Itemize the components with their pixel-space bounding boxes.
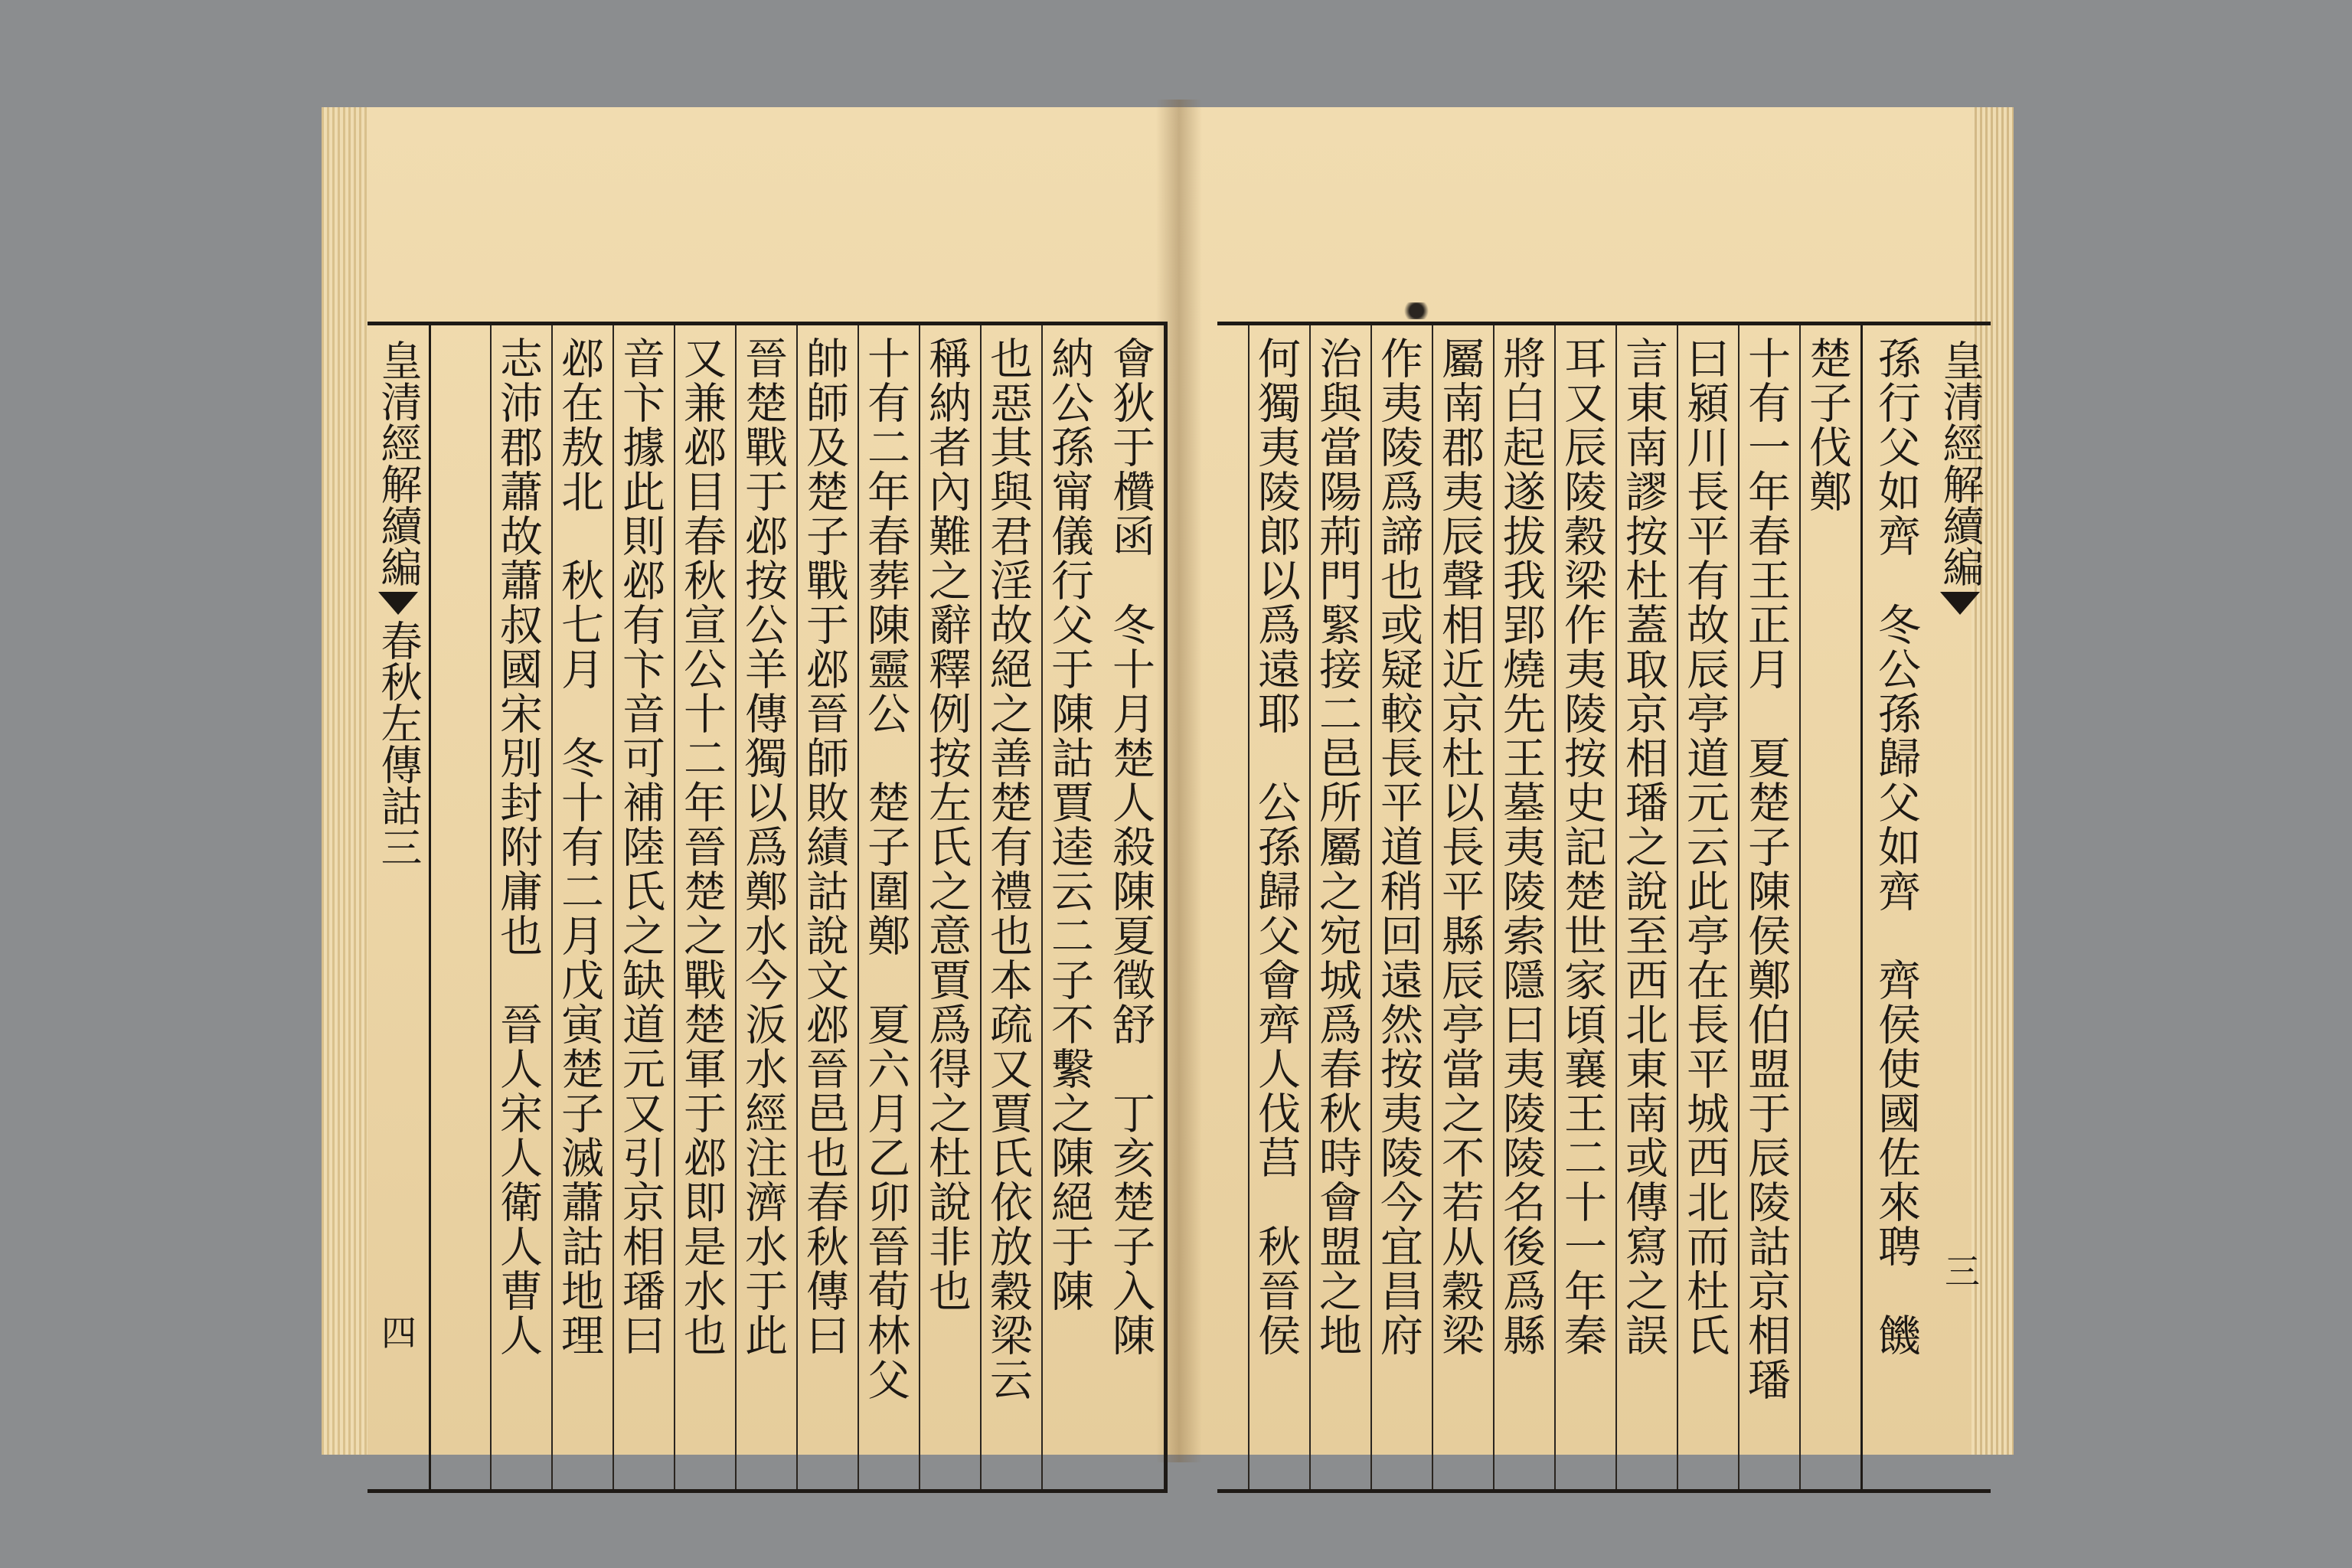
text-column: 又兼邲目春秋宣公十二年晉楚之戰楚軍于邲即是水也 — [674, 325, 735, 1489]
text-column: 納公孫甯儀行父于陳詁賈逵云二子不繫之陳絕于陳 — [1041, 325, 1102, 1489]
text-column: 帥師及楚子戰于邲晉師敗績詁說文邲晉邑也春秋傳曰 — [796, 325, 858, 1489]
fish-tail-mark — [1940, 592, 1980, 615]
text-column: 屬南郡夷辰聲相近京杜以長平縣辰亭當之不若从穀梁 — [1432, 325, 1493, 1489]
fish-tail-mark — [378, 592, 418, 615]
blank-column — [429, 325, 490, 1489]
open-book — [322, 100, 2014, 1462]
text-column: 十有一年春王正月 夏楚子陳侯鄭伯盟于辰陵詁京相璠 — [1738, 325, 1799, 1489]
text-column: 也惡其與君淫故絕之善楚有禮也本疏又賈氏依放穀梁云 — [980, 325, 1041, 1489]
text-column: 十有二年春葬陳靈公 楚子圍鄭 夏六月乙卯晉荀林父 — [858, 325, 919, 1489]
section-title: 春秋左傳詁三 — [374, 619, 423, 867]
book-title: 皇清經解續編 — [374, 339, 423, 587]
text-column: 稱納者內難之辭釋例按左氏之意賈爲得之杜說非也 — [919, 325, 980, 1489]
text-column: 何獨夷陵郎以爲遠耶 公孫歸父會齊人伐莒 秋晉侯 — [1248, 325, 1309, 1489]
left-page-edges — [322, 107, 368, 1455]
left-text-frame — [368, 322, 1168, 1493]
text-column: 晉楚戰于邲按公羊傳獨以爲鄭水今汳水經注濟水于此 — [735, 325, 796, 1489]
ink-blot — [1401, 302, 1432, 319]
text-column: 會狄于欑函 冬十月楚人殺陳夏徵舒 丁亥楚子入陳 — [1106, 336, 1155, 1357]
text-column: 音卞據此則邲有卞音可補陸氏之缺道元又引京相璠曰 — [612, 325, 674, 1489]
book-title: 皇清經解續編 — [1936, 339, 1984, 587]
right-text-frame — [1217, 322, 1991, 1493]
text-column: 將白起遂拔我郢燒先王墓夷陵索隱曰夷陵陵名後爲縣 — [1493, 325, 1554, 1489]
right-folio-number: 三 — [1945, 1251, 1980, 1292]
text-column: 志沛郡蕭故蕭叔國宋別封附庸也 晉人宋人衛人曹人 — [490, 325, 551, 1489]
text-column: 言東南謬按杜蓋取京相璠之說至西北東南或傳寫之誤 — [1615, 325, 1677, 1489]
text-column: 曰潁川長平有故辰亭道元云此亭在長平城西北而杜氏 — [1677, 325, 1738, 1489]
text-column: 孫行父如齊 冬公孫歸父如齊 齊侯使國佐來聘 饑 — [1860, 325, 1929, 1489]
text-column: 邲在敖北 秋七月 冬十有二月戊寅楚子滅蕭詁地理 — [551, 325, 612, 1489]
left-folio-number: 四 — [381, 1312, 416, 1354]
text-column: 作夷陵爲諦也或疑較長平道稍回遠然按夷陵今宜昌府 — [1370, 325, 1432, 1489]
text-column: 楚子伐鄭 — [1799, 325, 1860, 1489]
text-column: 耳又辰陵穀梁作夷陵按史記楚世家頃襄王二十一年秦 — [1554, 325, 1615, 1489]
right-margin-title — [1929, 325, 1991, 1489]
text-column: 治與當陽荊門緊接二邑所屬之宛城爲春秋時會盟之地 — [1309, 325, 1370, 1489]
